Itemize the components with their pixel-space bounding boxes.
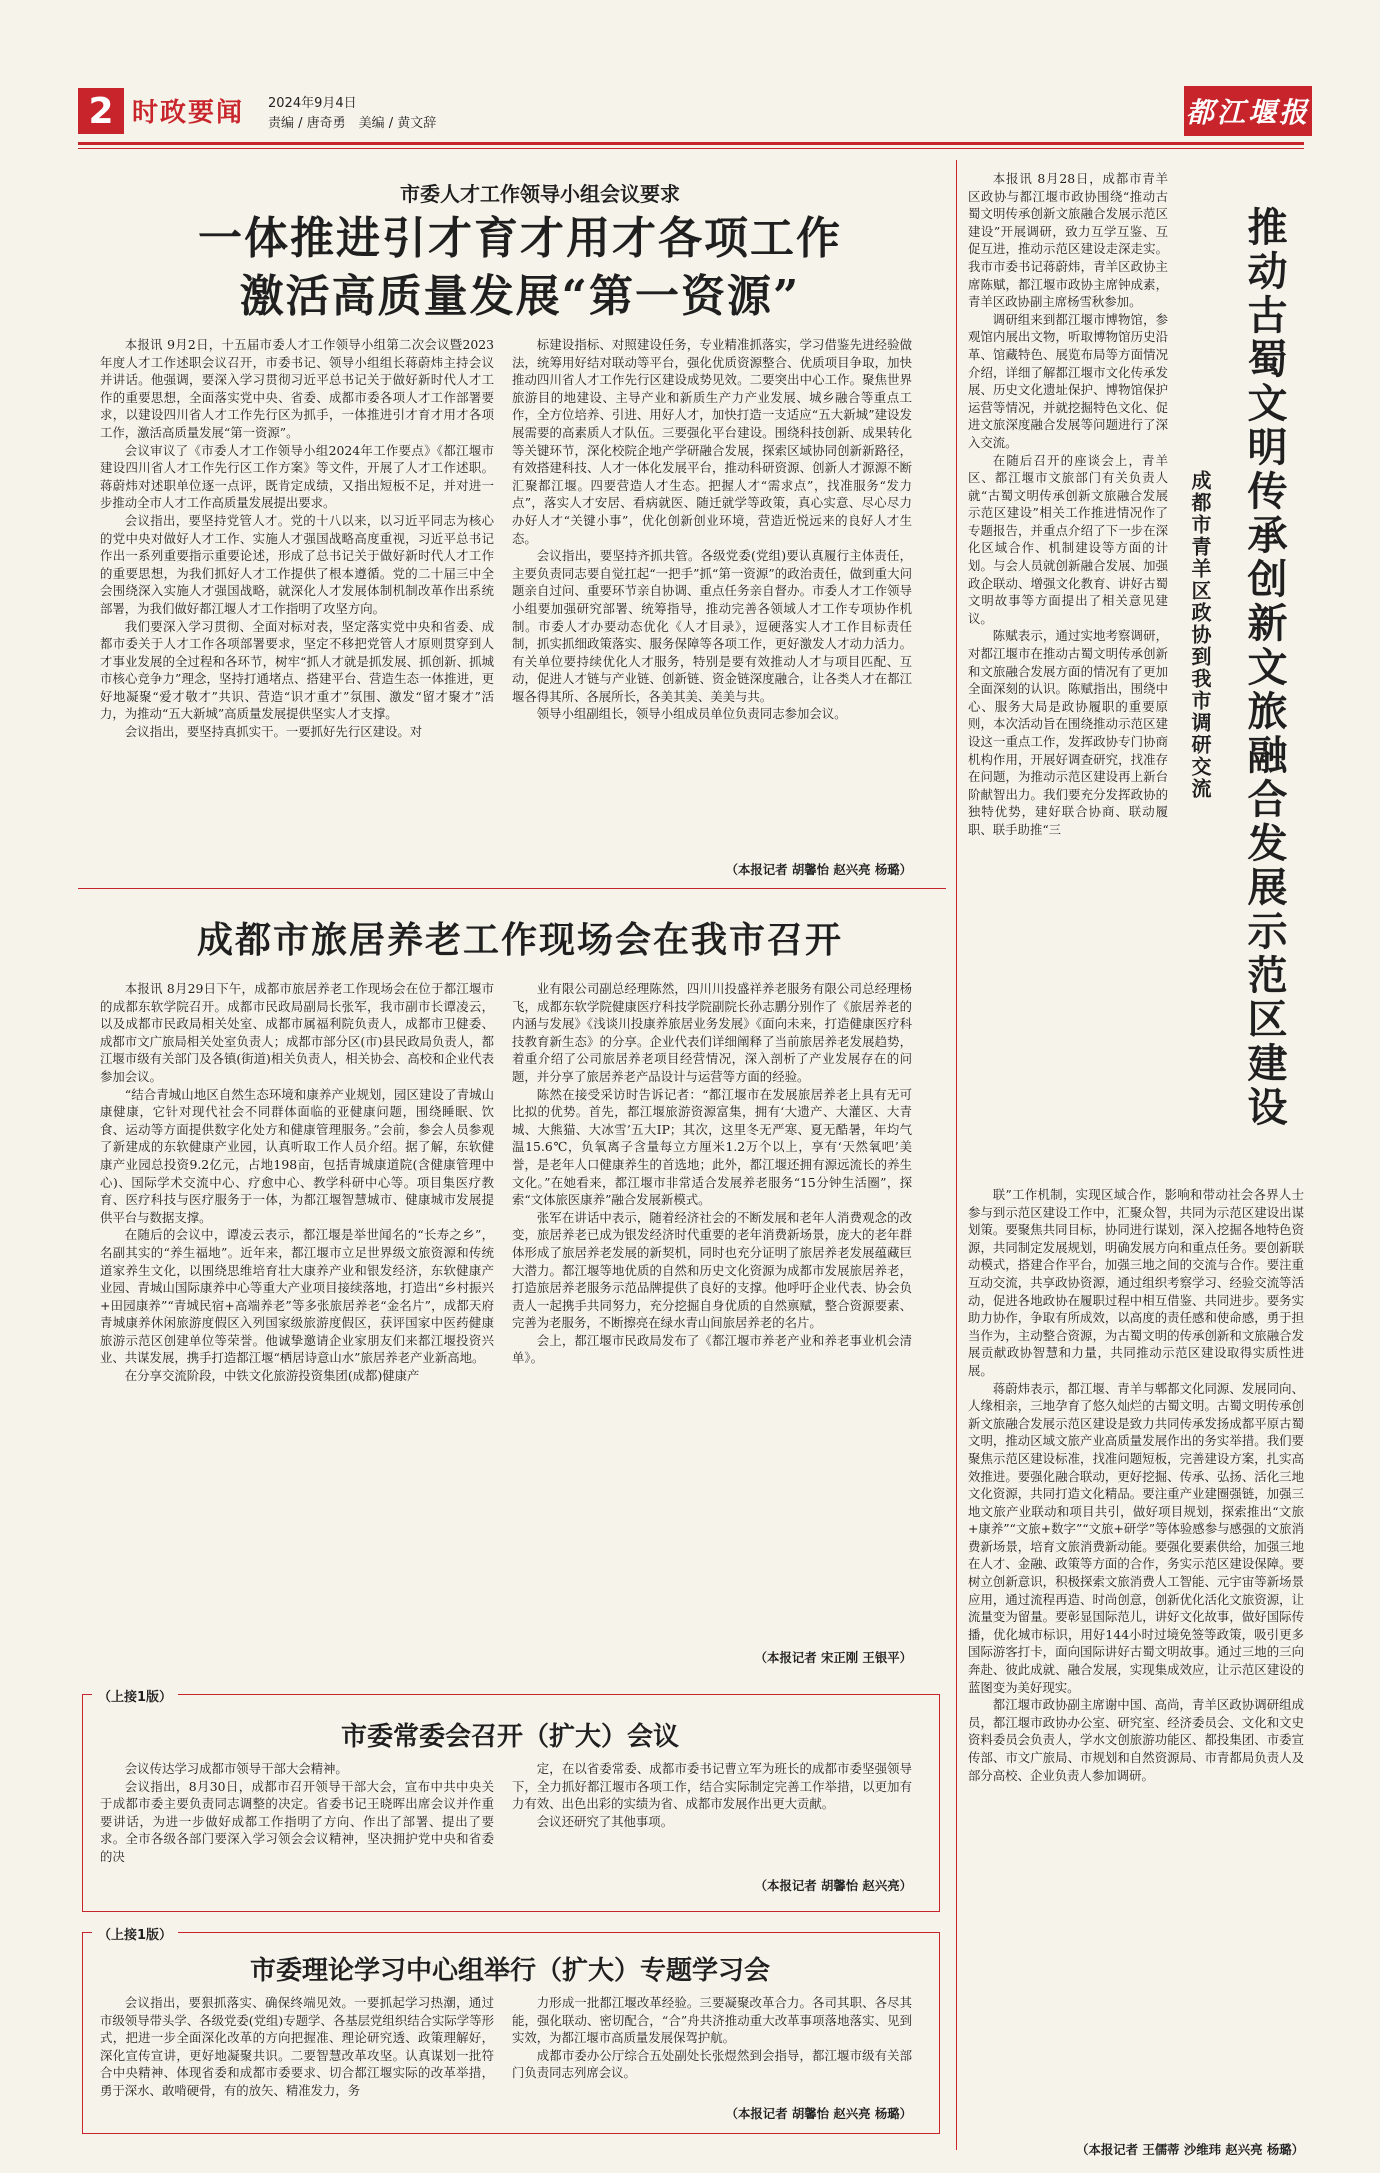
page-number: 2: [78, 88, 124, 134]
article1-column-1: [100, 336, 494, 876]
paragraph: 本报讯 9月2日，十五届市委人才工作领导小组第二次会议暨2023年度人才工作述职会议召开，市委书记、领导小组组长蒋蔚炜主持会议并讲话。他强调，要深入学习贯彻习近平总书记关于做好新时代人才工作的重要思想，全面落实党中央、省委、成都市委各项人才工作部署要求，以建设四川省人才工作先行区为抓手，一体推进引才育才用才各项工作，激活高质量发展“第一资源”。: [100, 337, 494, 440]
article1-kicker: 市委人才工作领导小组会议要求: [400, 182, 680, 206]
paragraph: 业有限公司副总经理陈然，四川川投盛祥养老服务有限公司总经理杨飞，成都东软学院健康医疗科技学院副院长孙志鹏分别作了《旅居养老的内涵与发展》《浅谈川投康养旅居业务发展》《面向未来，打造健康医疗科技教育新生态》的分享。企业代表们详细阐释了当前旅居养老发展趋势，着重介绍了公司旅居养老项目经营情况，深入剖析了产业发展存在的问题，并分享了旅居养老产品设计与运营等方面的经验。: [512, 981, 912, 1084]
header-rule-thin: [78, 148, 1304, 149]
paragraph: 领导小组副组长，领导小组成员单位负责同志参加会议。: [536, 706, 847, 722]
paragraph: 陈赋表示，通过实地考察调研，对都江堰市在推动古蜀文明传承创新和文旅融合发展方面的情况有了更加全面深刻的认识。陈赋指出，围绕中心、服务大局是政协履职的重要原则，本次活动旨在围绕推动示范区建设这一重点工作，发挥政协专门协商机构作用，开展好调查研究，找准存在问题，为推动示范区建设再上新台阶献智出力。我们要充分发挥政协的独特优势，建好联合协商、联动履职、联手助推“三: [968, 628, 1168, 837]
paragraph: 联”工作机制，实现区域合作，影响和带动社会各界人士参与到示范区建设工作中，汇聚众智，共同为示范区建设出谋划策。要聚焦共同目标，协同进行谋划，深入挖掘各地特色资源，共同制定发展规划，明确发展方向和重点任务。要创新联动模式，搭建合作平台，加强三地之间的交流与合作。要注重互动交流，共享政协资源，通过组织考察学习、经验交流等活动，促进各地政协在履职过程中相互借鉴、共同进步。要务实助力协作，争取有所成效，以高度的责任感和使命感，勇于担当作为，主动整合资源，为古蜀文明的传承创新和文旅融合发展贡献政协智慧和力量，共同推动示范区建设取得实质性进展。: [968, 1187, 1304, 1378]
paragraph: 会议指出，8月30日，成都市召开领导干部大会，宣布中共中央关于成都市委主要负责同志调整的决定。省委书记王晓晖出席会议并作重要讲话，为进一步做好成都工作指明了方向、作出了部署、提出了要求。全市各级各部门要深入学习领会会议精神，坚决拥护党中央和省委的决: [100, 1778, 494, 1864]
paragraph: 定，在以省委常委、成都市委书记曹立军为班长的成都市委坚强领导下，全力抓好都江堰市各项工作，结合实际制定完善工作举措，以更加有力有效、出色出彩的实绩为省、成都市发展作出更大贡献。: [512, 1761, 912, 1812]
paragraph: 张军在讲话中表示，随着经济社会的不断发展和老年人消费观念的改变，旅居养老已成为银发经济时代重要的老年消费新场景，庞大的老年群体形成了旅居养老发展的新契机，同时也充分证明了旅居养老发展蕴藏巨大潜力。都江堰等地优质的自然和历史文化资源为成都市发展旅居养老，打造旅居养老服务示范品牌提供了良好的支撑。他呼吁企业代表、协会负责人一起携手共同努力，充分挖掘自身优质的自然禀赋，整合资源要素、完善为老服务，不断擦亮在绿水青山间旅居养老的名片。: [512, 1209, 912, 1331]
article4-column-1: [100, 1994, 494, 2124]
article5-top-text: [968, 170, 1168, 1182]
paragraph: 在分享交流阶段，中铁文化旅游投资集团(成都)健康产: [124, 1368, 420, 1384]
newspaper-logo: 都江堰报: [1184, 86, 1312, 136]
article1-byline: （本报记者 胡馨怡 赵兴亮 杨璐）: [725, 862, 912, 877]
paragraph: 在随后的会议中，谭凌云表示，都江堰是举世闻名的“长寿之乡”，名副其实的“养生福地”。近年来，都江堰市立足世界级文旅资源和传统道家养生文化，以围绕思维培育壮大康养产业和银发经济，东软健康产业园、青城山国际康养中心等重大产业项目接续落地，打造出“乡村振兴+田园康养”“青城民宿+高端养老”等多张旅居养老“金名片”，成都天府青城康养休闲旅游度假区入列国家级旅游度假区，获评国家中医药健康旅游示范区创建单位等荣誉。他诚挚邀请企业家朋友们来都江堰投资兴业、共谋发展，携手打造都江堰“栖居诗意山水”旅居养老产业新高地。: [100, 1227, 494, 1366]
article5-byline: （本报记者 王儒蒂 沙维玮 赵兴亮 杨璐）: [1076, 2142, 1304, 2157]
article3-column-2: [512, 1760, 912, 1870]
paragraph: 本报讯 8月28日，成都市青羊区政协与都江堰市政协围绕“推动古蜀文明传承创新文旅融合发展示范区建设”开展调研，致力互学互鉴、互促互进，推动示范区建设走深走实。我市市委书记蒋蔚炜，青羊区政协主席陈赋，都江堰市政协主席钟成素，青羊区政协副主席杨雪秋参加。: [968, 171, 1168, 310]
article2-byline: （本报记者 宋正刚 王银平）: [754, 1650, 912, 1665]
paragraph: 在随后召开的座谈会上，青羊区、都江堰市文旅部门有关负责人就“古蜀文明传承创新文旅融合发展示范区建设”相关工作推进情况作了专题报告，并重点介绍了下一步在深化区域合作、机制建设等方面的计划。与会人员就创新融合发展、加强政企联动、增强文化教育、讲好古蜀文明故事等方面提出了相关意见建议。: [968, 452, 1168, 626]
paragraph: 调研组来到都江堰市博物馆，参观馆内展出文物，听取博物馆历史沿革、馆藏特色、展览布局等方面情况介绍，详细了解都江堰市文化传承发展、历史文化遗址保护、博物馆保护运营等情况，并就挖掘特色文化、促进文旅深度融合发展等问题进行了深入交流。: [968, 311, 1168, 450]
article4-continued-tag: （上接1版）: [92, 1924, 178, 1943]
paragraph: 会上，都江堰市民政局发布了《都江堰市养老产业和养老事业机会清单》。: [512, 1332, 912, 1366]
article3-continued-tag: （上接1版）: [92, 1686, 178, 1705]
header-rule: [78, 142, 1304, 145]
paragraph: 蒋蔚炜表示，都江堰、青羊与郫都文化同源、发展同向、人缘相亲，三地孕育了悠久灿烂的古蜀文明。古蜀文明传承创新文旅融合发展示范区建设是致力共同传承发扬成都平原古蜀文明，推动区域文旅产业高质量发展作出的务实举措。我们要聚焦示范区建设标准，找准问题短板，完善建设方案，扎实高效推进。要强化融合联动，更好挖掘、传承、弘扬、活化三地文化资源，共同打造文化精品。要注重产业建圈强链，加强三地文旅产业联动和项目共引，做好项目规划，探索推出“文旅+康养”“文旅+数字”“文旅+研学”等体验感参与感强的文旅消费新场景，培育文旅消费新动能。要强化要素供给，加强三地在人才、金融、政策等方面的合作，务实示范区建设保障。要树立创新意识，积极探索文旅消费人工智能、元宇宙等新场景应用，通过流程再造、时尚创意，创新优化活化文旅资源，让流量变为留量。要彰显国际范儿，讲好文化故事，做好国际传播，优化城市标识，用好144小时过境免签等政策，吸引更多国际游客打卡，面向国际讲好古蜀文明故事。通过三地的三向奔赴、彼此成就、融合发展，实现集成效应，让示范区建设的蓝图变为美好现实。: [968, 1380, 1304, 1695]
paragraph: 会议还研究了其他事项。: [536, 1813, 674, 1829]
column-separator: [956, 160, 957, 2150]
paragraph: 会议审议了《市委人才工作领导小组2024年工作要点》《都江堰市建设四川省人才工作先行区工作方案》等文件，开展了人才工作述职。蒋蔚炜对述职单位逐一点评，既肯定成绩，又指出短板不足，并对进一步推动全市人才工作高质量发展提出要求。: [100, 442, 494, 511]
paragraph: 成都市委办公厅综合五处副处长张煜然到会指导，都江堰市级有关部门负责同志列席会议。: [512, 2047, 912, 2081]
article1-title-line1: 一体推进引才育才用才各项工作: [198, 213, 842, 264]
article4-title: 市委理论学习中心组举行（扩大）专题学习会: [249, 1956, 770, 1986]
paragraph: 标建设指标、对照建设任务，专业精准抓落实，学习借鉴先进经验做法，统筹用好结对联动等平台，强化优质资源整合、优质项目争取，加快推动四川省人才工作先行区建设成势见效。二要突出中心工作。聚焦世界旅游目的地建设、主导产业和新质生产力产业发展、城乡融合等重点工作，全方位培养、引进、用好人才，加快打造一支适应“五大新城”建设发展需要的高素质人才队伍。三要强化平台建设。围绕科技创新、成果转化等关键环节，深化校院企地产学研融合发展，探索区域协同创新新路径，有效搭建科技、人才一体化发展平台，推动科研资源、创新人才源源不断汇聚都江堰。四要营造人才生态。把握人才“需求点”，找准服务“发力点”，落实人才安居、看病就医、随迁就学等政策，真心实意、尽心尽力办好人才“关键小事”，优化创新创业环境，营造近悦远来的良好人才生态。: [512, 337, 912, 546]
paragraph: 力形成一批都江堰改革经验。三要凝聚改革合力。各司其职、各尽其能，强化联动、密切配合，“合”舟共济推动重大改革事项落地落实、见到实效，为都江堰市高质量发展保驾护航。: [512, 1995, 912, 2046]
paragraph: 会议指出，要坚持真抓实干。一要抓好先行区建设。对: [124, 724, 423, 740]
paragraph: 会议指出，要坚持齐抓共管。各级党委(党组)要认真履行主体责任，主要负责同志要自觉扛起“一把手”抓“第一资源”的政治责任，做到重大问题亲自过问、重要环节亲自协调、重点任务亲自督办。市委人才工作领导小组要加强研究部署、统筹指导，推动完善各领域人才工作专项协作机制。市委人才办要动态优化《人才目录》，逗硬落实人才工作目标责任制，抓实抓细政策落实、服务保障等各项工作，更好激发人才动力活力。有关单位要持续优化人才服务，特别是要有效推动人才与项目匹配、互动，促进人才链与产业链、创新链、资金链深度融合，让各类人才在都江堰各得其所、各展所长，各美其美、美美与共。: [512, 548, 912, 704]
article5-bottom-text: [968, 1186, 1304, 2140]
paragraph: 我们要深入学习贯彻、全面对标对表，坚定落实党中央和省委、成都市委关于人才工作各项部署要求，坚定不移把党管人才原则贯穿到人才事业发展的全过程和各环节，树牢“抓人才就是抓发展、抓创新、抓城市核心竞争力”理念，坚持打通堵点、搭建平台、营造生态一体推进，更好地凝聚“爱才敬才”共识、营造“识才重才”氛围、激发“留才聚才”活力，为推动“五大新城”高质量发展提供坚实人才支撑。: [100, 618, 494, 722]
paragraph: 会议传达学习成都市领导干部大会精神。: [124, 1761, 348, 1776]
article5-subtitle: 成都市青羊区政协到我市调研交流: [1188, 470, 1212, 800]
section-title: 时政要闻: [132, 98, 245, 128]
article2-title: 成都市旅居养老工作现场会在我市召开: [196, 919, 843, 961]
article2-column-2: [512, 980, 912, 1640]
article1-column-2: [512, 336, 912, 856]
paragraph: 会议指出，要狠抓落实、确保终端见效。一要抓起学习热潮，通过市级领导带头学、各级党委(党组)专题学、各基层党组织结合实际学等形式，把进一步全面深化改革的方向把握准、理论研究透、政策理解好，深化宣传宣讲，更好地凝聚共识。二要智慧改革攻坚。认真谋划一批符合中央精神、体现省委和成都市委要求、切合都江堰实际的改革举措，勇于深水、敢啃硬骨，有的放矢、精准发力，务: [100, 1995, 494, 2098]
article1-title-line2: 激活高质量发展“第一资源”: [239, 271, 801, 322]
article4-column-2: [512, 1994, 912, 2100]
paragraph: 本报讯 8月29日下午，成都市旅居养老工作现场会在位于都江堰市的成都东软学院召开。成都市民政局副局长张军，我市副市长谭凌云，以及成都市民政局相关处室、成都市属福利院负责人，成都市卫健委、成都市文广旅局相关处室负责人；成都市部分区(市)县民政局负责人，都江堰市级有关部门及各镇(街道)相关负责人，相关协会、高校和企业代表参加会议。: [100, 981, 494, 1084]
article3-byline: （本报记者 胡馨怡 赵兴亮）: [754, 1878, 912, 1893]
article2-column-1: [100, 980, 494, 1670]
article3-title: 市委常委会召开（扩大）会议: [340, 1722, 679, 1752]
article3-column-1: [100, 1760, 494, 1900]
article4-byline: （本报记者 胡馨怡 赵兴亮 杨璐）: [725, 2106, 912, 2121]
paragraph: 都江堰市政协副主席谢中国、高尚，青羊区政协调研组成员，都江堰市政协办公室、研究室、经济委员会、文化和文史资料委员会负责人，学水文创旅游功能区、都投集团、市委宣传部、市文广旅局、市规划和自然资源局、市青都局负责人及部分高校、企业负责人参加调研。: [968, 1697, 1304, 1783]
divider: [78, 888, 946, 889]
article5-title: 推动古蜀文明传承创新文旅融合发展示范区建设: [1241, 206, 1288, 1130]
issue-date: 2024年9月4日: [268, 96, 357, 111]
editor-credits: 责编 / 唐奇勇 美编 / 黄文辞: [268, 116, 437, 131]
paragraph: 会议指出，要坚持党管人才。党的十八以来，以习近平同志为核心的党中央对做好人才工作、实施人才强国战略高度重视，习近平总书记作出一系列重要指示重要论述，形成了总书记关于做好新时代人才工作的重要思想，为我们抓好人才工作提供了根本遵循。党的二十届三中全会围绕深入实施人才强国战略，就深化人才发展体制机制改革作出系统部署，为我们做好都江堰人才工作指明了攻坚方向。: [100, 512, 494, 616]
paragraph: 陈然在接受采访时告诉记者：“都江堰市在发展旅居养老上具有无可比拟的优势。首先，都江堰旅游资源富集，拥有‘大遗产、大灌区、大青城、大熊猫、大冰雪’五大IP；其次，这里冬无严寒、夏无酷暑，年均气温15.6℃，负氧离子含量每立方厘米1.2万个以上，享有‘天然氧吧’美誉，是老年人口健康养生的首选地；此外，都江堰还拥有源远流长的养生文化。”在她看来，都江堰市非常适合发展养老服务“15分钟生活圈”，探索“文体旅医康养”融合发展新模式。: [512, 1086, 912, 1208]
paragraph: “结合青城山地区自然生态环境和康养产业规划，园区建设了青城山康健康，它针对现代社会不同群体面临的亚健康问题，围绕睡眠、饮食、运动等方面提供数字化处方和健康管理服务。”会前，参会人员参观了新建成的东软健康产业园，认真听取工作人员介绍。据了解，东软健康产业园总投资9.2亿元，占地198亩，包括青城康道院(含健康管理中心)、国际学术交流中心、疗愈中心、教学科研中心等。项目集医疗教育、医疗科技与医疗服务于一体，为都江堰智慧城市、健康城市发展提供平台与数据支撑。: [100, 1086, 494, 1225]
